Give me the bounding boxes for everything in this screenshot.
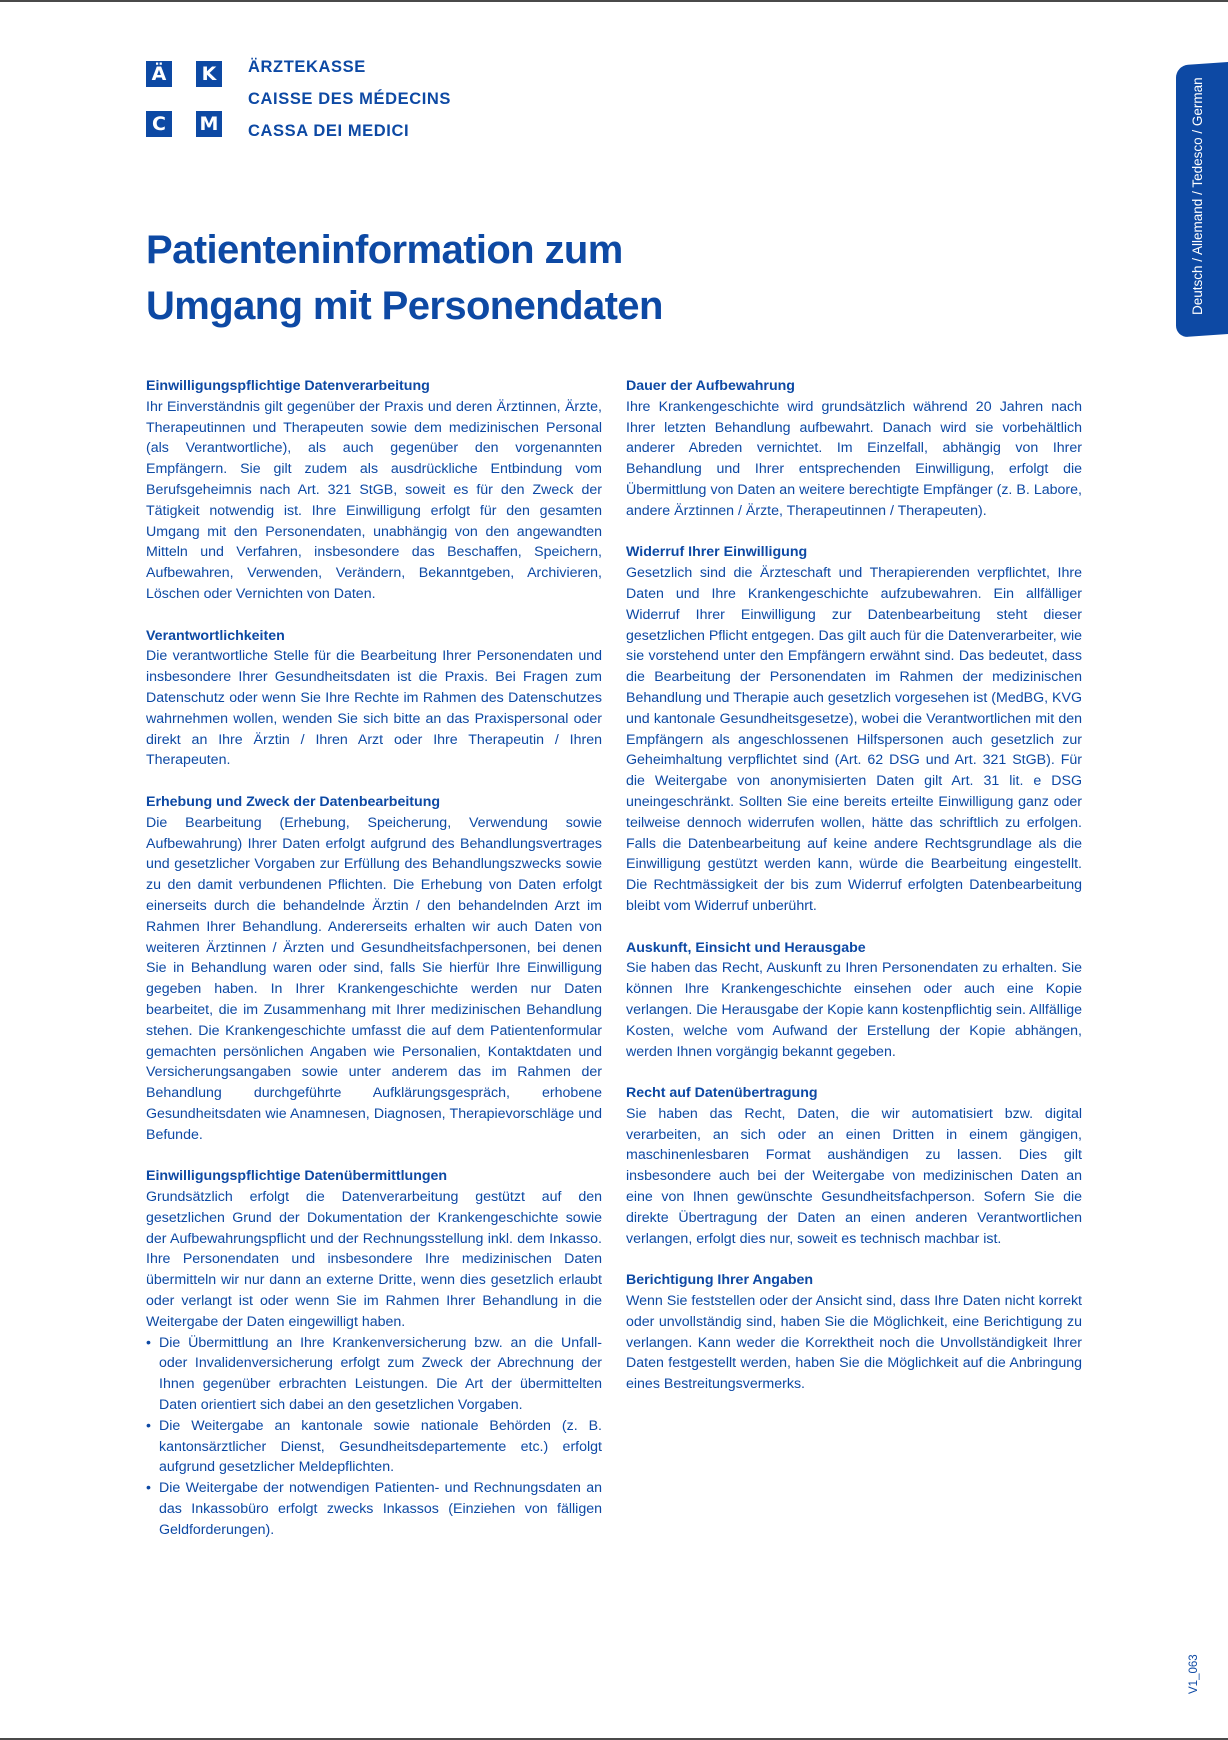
right-column [626, 376, 1082, 1416]
section-text: Wenn Sie feststellen oder der Ansicht sind, dass Ihre Daten nicht korrekt oder unvollständig sind, haben Sie die Möglichkeit, eine Berichtigung zu verlangen. Kann weder die Korrektheit noch die Unvollständigkeit Ihrer Daten festgestellt werden, haben Sie die Möglichkeit auf die Anbringung eines Bestreitungsvermerks. [626, 1293, 1082, 1393]
list-item: • Die Übermittlung an Ihre Krankenversicherung bzw. an die Unfall- oder Invalidenversicherung erfolgt zum Zweck der Abrechnung der Ihnen gegenüber erbrachten Leistungen. Die Art der übermittelten Daten orientiert sich dabei an den gesetzlichen Vorgaben. [146, 1333, 602, 1416]
section-heading: Berichtigung Ihrer Angaben [626, 1272, 814, 1289]
section-heading: Einwilligungspflichtige Datenübermittlungen [146, 1168, 448, 1185]
section-consent-transfers [146, 1166, 602, 1540]
list-item: • Die Weitergabe der notwendigen Patienten- und Rechnungsdaten an das Inkassobüro erfolgt zwecks Inkassos (Einziehen von fälligen Geldforderungen). [146, 1478, 602, 1540]
section-heading: Verantwortlichkeiten [146, 627, 285, 644]
section-responsibilities [146, 626, 602, 772]
section-text: Ihr Einverständnis gilt gegenüber der Praxis und deren Ärztinnen, Ärzte, Therapeutinnen und Therapeuten sowie dem medizinischen Personal (als Verantwortliche), als auch gegenüber den vorgenannten Empfängern. Sie gilt zudem als ausdrückliche Entbindung vom Berufsgeheimnis nach Art. 321 StGB, soweit es für den Zweck der Tätigkeit notwendig ist. Ihre Einwilligung erfolgt für den gesamten Umgang mit den Personendaten, unabhängig von den angewandten Mitteln und Verfahren, insbesondere das Beschaffen, Speichern, Aufbewahren, Verwenden, Verändern, Bekanntgeben, Archivieren, Löschen oder Vernichten von Daten. [146, 398, 602, 602]
section-collection-purpose [146, 792, 602, 1146]
section-heading: Erhebung und Zweck der Datenbearbeitung [146, 793, 441, 810]
section-text: Die verantwortliche Stelle für die Bearbeitung Ihrer Personendaten und insbesondere Ihrer Gesundheitsdaten ist die Praxis. Bei Fragen zum Datenschutz oder wenn Sie Ihre Rechte im Rahmen des Datenschutzes wahrnehmen wollen, wenden Sie sich bitte an das Praxispersonal oder direkt an Ihre Ärztin / Ihren Arzt oder Ihre Therapeutin / Ihren Therapeuten. [146, 648, 602, 769]
logo-square-m: M [196, 111, 222, 137]
logo-name-it: CASSA DEI MEDICI [248, 122, 410, 140]
section-data-portability [626, 1083, 1082, 1249]
page-title [146, 222, 663, 334]
language-tab-label: Deutsch / Allemand / Tedesco / German [1190, 77, 1205, 315]
section-heading: Recht auf Datenübertragung [626, 1085, 818, 1102]
section-text: Gesetzlich sind die Ärzteschaft und Therapierenden verpflichtet, Ihre Daten und Ihre Krankengeschichte aufzubewahren. Ein allfälliger Widerruf Ihrer Einwilligung zur Datenbearbeitung steht dieser gesetzlichen Pflicht entgegen. Das gilt auch für die Datenverarbeiter, wie sie vorstehend unter den Empfängern erwähnt sind. Das bedeutet, dass die Bearbeitung der Personendaten im Rahmen der medizinischen Behandlung und Therapie auch gesetzlich vorgesehen ist (MedBG, KVG und kantonale Gesundheitsgesetze), wobei die Verantwortlichen mit den Empfängern als angeschlossenen Hilfspersonen auch gesetzlich zur Geheimhaltung verpflichtet sind (Art. 62 DSG und Art. 321 StGB). Für die Weitergabe von anonymisierten Daten gilt Art. 31 lit. e DSG uneingeschränkt. Sollten Sie eine bereits erteilte Einwilligung ganz oder teilweise dennoch widerrufen wollen, hätte das schriftlich zu erfolgen. Falls die Datenbearbeitung auf keine andere Rechtsgrundlage als die Einwilligung gestützt werden kann, würde die Bearbeitung eingestellt. Die Rechtmässigkeit der bis zum Widerruf erfolgten Datenbearbeitung bleibt vom Widerruf unberührt. [626, 565, 1082, 914]
logo-square-a: Ä [146, 61, 172, 87]
logo-name-fr: CAISSE DES MÉDECINS [248, 90, 452, 108]
section-access [626, 938, 1082, 1063]
section-heading: Dauer der Aufbewahrung [626, 378, 795, 394]
list-item: • Die Weitergabe an kantonale sowie nationale Behörden (z. B. kantonsärztlicher Dienst, Gesundheitsdepartemente etc.) erfolgt aufgrund gesetzlicher Meldepflichten. [146, 1416, 602, 1478]
section-text: Ihre Krankengeschichte wird grundsätzlich während 20 Jahren nach Ihrer letzten Behandlung aufbewahrt. Danach wird sie vorbehältlich anderer Abreden vernichtet. Im Einzelfall, abhängig von Ihrer Behandlung und Ihrer entsprechenden Einwilligung, erfolgt die Übermittlung von Daten an weitere berechtigte Empfänger (z. B. Labore, andere Ärztinnen / Ärzte, Therapeutinnen / Therapeuten). [626, 398, 1082, 519]
section-text: Sie haben das Recht, Auskunft zu Ihren Personendaten zu erhalten. Sie können Ihre Krankengeschichte einsehen oder auch eine Kopie verlangen. Die Herausgabe der Kopie kann kostenpflichtig sein. Allfällige Kosten, welche vom Aufwand der Erstellung der Kopie abhängen, werden Ihnen vorgängig bekannt gegeben. [626, 960, 1082, 1060]
bullet-list [146, 1333, 602, 1541]
section-heading: Widerruf Ihrer Einwilligung [626, 544, 808, 561]
section-text: Grundsätzlich erfolgt die Datenverarbeitung gestützt auf den gesetzlichen Grund der Dokumentation der Krankengeschichte sowie der Aufbewahrungspflicht und der Rechnungsstellung inkl. dem Inkasso. Ihre Personendaten und insbesondere Ihre medizinischen Daten übermitteln wir nur dann an externe Dritte, wenn dies gesetzlich erlaubt oder verlangt ist oder wenn Sie im Rahmen Ihrer Behandlung in die Weitergabe der Daten eingewilligt haben. [146, 1189, 602, 1330]
logo-name-de: ÄRZTEKASSE [248, 58, 366, 76]
left-column [146, 376, 602, 1561]
section-consent-processing [146, 376, 602, 605]
section-withdrawal [626, 542, 1082, 916]
page-title-line-2: Umgang mit Personendaten [146, 284, 663, 328]
section-heading: Einwilligungspflichtige Datenverarbeitung [146, 378, 430, 394]
version-label: V1_063 [1188, 1654, 1200, 1694]
section-text: Sie haben das Recht, Daten, die wir automatisiert bzw. digital verarbeiten, an sich oder an einen Dritten in einem gängigen, maschinenlesbaren Format aushändigen zu lassen. Dies gilt insbesondere auch bei der Weitergabe von medizinischen Daten an eine von Ihnen gewünschte Gesundheitsfachperson. Sofern Sie die direkte Übertragung der Daten an einen anderen Verantwortlichen verlangen, erfolgt dies nur, soweit es technisch machbar ist. [626, 1105, 1082, 1247]
section-text: Die Bearbeitung (Erhebung, Speicherung, Verwendung sowie Aufbewahrung) Ihrer Daten erfolgt aufgrund des Behandlungsvertrages und gesetzlicher Vorgaben zur Erfüllung des Behandlungszwecks sowie zu den damit verbundenen Pflichten. Die Erhebung von Daten erfolgt einerseits durch die behandelnde Ärztin / den behandelnden Arzt im Rahmen Ihrer Behandlung. Andererseits erhalten wir auch Daten von weiteren Ärztinnen / Ärzten und Gesundheitsfachpersonen, bei denen Sie in Behandlung waren oder sind, falls Sie hierfür Ihre Einwilligung gegeben haben. In Ihrer Krankengeschichte werden nur Daten bearbeitet, die im Zusammenhang mit Ihrer medizinischen Behandlung stehen. Die Krankengeschichte umfasst die auf dem Patientenformular gemachten persönlichen Angaben wie Personalien, Kontaktdaten und Versicherungsangaben sowie unter anderem das im Rahmen der Behandlung durchgeführte Aufklärungsgespräch, erhobene Gesundheitsdaten wie Anamnesen, Diagnosen, Therapievorschläge und Befunde. [146, 814, 602, 1143]
logo-square-c: C [146, 111, 172, 137]
section-correction [626, 1270, 1082, 1395]
section-retention-period [626, 376, 1082, 522]
logo-square-k: K [196, 61, 222, 87]
section-heading: Auskunft, Einsicht und Herausgabe [626, 939, 866, 956]
page-title-line-1: Patienteninformation zum [146, 228, 623, 272]
